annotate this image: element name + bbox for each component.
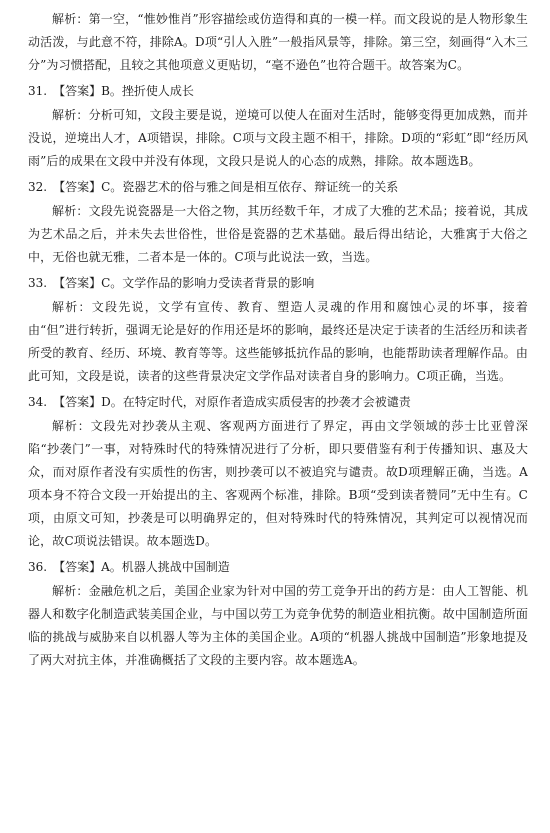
answer-text: 【答案】B。挫折使人成长 [53,84,194,98]
question-36-answer [28,557,528,577]
question-31-explanation: 解析：分析可知，文段主要是说，逆境可以使人在面对生活时，能够变得更加成熟，而并没说，逆境出人才，A项错误，排除。C项与文段主题不相干，排除。D项的“彩虹”即“经历风雨”后的成果在文段中并没有体现，文段只是说人的心态的成熟，排除。故本题选B。 [28,108,528,168]
answer-text: 【答案】C。文学作品的影响力受读者背景的影响 [53,276,315,290]
question-number: 36. [28,560,48,574]
question-33-explanation: 解析：文段先说，文学有宣传、教育、塑造人灵魂的作用和腐蚀心灵的坏事，接着由“但”进行转折，强调无论是好的作用还是坏的影响，最终还是决定于读者的生活经历和读者所受的教育、经历、环境、教育等等。这些能够抵抗作品的影响，也能帮助读者理解作品。由此可知，文段是说，读者的这些背景决定文学作品对读者自身的影响力。C项正确，当选。 [28,300,528,383]
answer-text: 【答案】A。机器人挑战中国制造 [53,560,230,574]
question-number: 34. [28,395,48,409]
question-32-explanation: 解析：文段先说瓷器是一大俗之物，其历经数千年，才成了大雅的艺术品；接着说，其成为艺术品之后，并未失去世俗性，世俗是瓷器的艺术基础。最后得出结论，大雅寓于大俗之中，无俗也就无雅，二者本是一体的。C项与此说法一致，当选。 [28,204,528,264]
question-31-answer [28,81,528,101]
question-33-answer [28,273,528,293]
explanation-continued: 解析：第一空，“惟妙惟肖”形容描绘或仿造得和真的一模一样。而文段说的是人物形象生动活泼，与此意不符，排除A。D项“引人入胜”一般指风景等，排除。第三空，刻画得“入木三分”为习惯搭配，且较之其他项意义更贴切，“毫不逊色”也符合题干。故答案为C。 [28,12,528,72]
answer-text: 【答案】D。在特定时代，对原作者造成实质侵害的抄袭才会被谴责 [53,395,411,409]
question-number: 33. [28,276,48,290]
question-34-explanation: 解析：文段先对抄袭从主观、客观两方面进行了界定，再由文学领域的莎士比亚曾深陷“抄袭门”一事，对特殊时代的特殊情况进行了分析，即只要借鉴有利于传播知识、惠及大众，而对原作者没有实质性的伤害，则抄袭可以不被追究与谴责。故D项理解正确，当选。A项本身不符合文段一开始提出的主、客观两个标准，排除。B项“受到读者赞同”无中生有。C项，由原文可知，抄袭是可以明确界定的，但对特殊时代的特殊情况，其判定可以视情况而论，故C项说法错误。故本题选D。 [28,419,528,548]
question-36-explanation: 解析：金融危机之后，美国企业家为针对中国的劳工竞争开出的药方是：由人工智能、机器人和数字化制造武装美国企业，与中国以劳工为竞争优势的制造业相抗衡。故中国制造所面临的挑战与威胁来自以机器人等为主体的美国企业。A项的“机器人挑战中国制造”形象地提及了两大对抗主体，并准确概括了文段的主要内容。故本题选A。 [28,584,528,667]
question-32-answer [28,177,528,197]
question-34-answer [28,392,528,412]
question-number: 31. [28,84,48,98]
answer-text: 【答案】C。瓷器艺术的俗与雅之间是相互依存、辩证统一的关系 [53,180,399,194]
question-number: 32. [28,180,48,194]
